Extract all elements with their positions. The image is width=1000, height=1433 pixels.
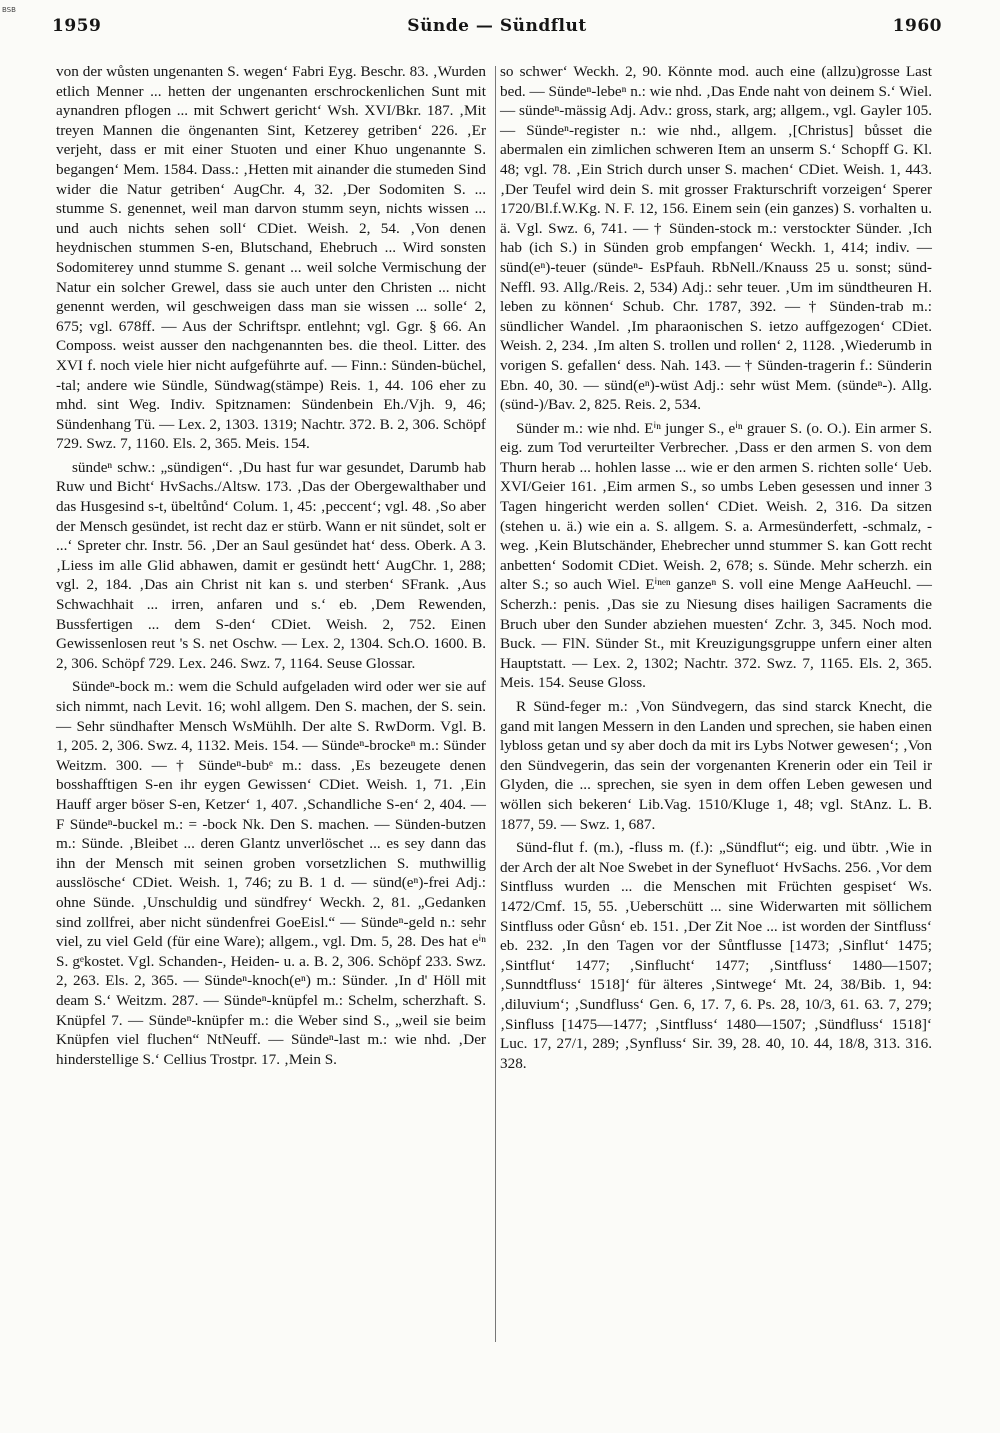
column-divider: [495, 66, 496, 1342]
entry-suend-flut: Sünd-flut f. (m.), -fluss m. (f.): „Sündflut“; eig. und übtr. ‚Wie in der Arch der alt Noe Swebet in der Synefluot‘ HvSachs. 256. ‚Vor dem Sintfluss wurden ... die Menschen mit Früchten gespiset‘ Ws. 1472/Cmf. 15, 55. ‚Ueberschütt ... sine Widerwarten mit söllichem Sintfluss oder Gůsn‘ eb. 151. ‚Der Zit Noe ... ist worden der Sintfluss‘ eb. 232. ‚In den Tagen vor der Sůntflusse [1473; ‚Sinflut‘ 1475; ‚Sintflut‘ 1477; ‚Sinflucht‘ 1477; ‚Sintfluss‘ 1480—1507; ‚Sunndtfluss‘ 1518]‘ für älteres ‚Sintwege‘ Mt. 24, 38/Bib. 1, 94: ‚diluvium‘; ‚Sundfluss‘ Gen. 6, 17. 7, 6. Ps. 28, 10/3, 61. 63. 7, 279; ‚Sinfluss [1475—1477; ‚Sintfluss‘ 1480—1507; ‚Sündfluss‘ 1518]‘ Luc. 17, 27/1, 289; ‚Synfluss‘ Sir. 39, 28. 40, 10. 44, 18/8, 313. 316. 328.: [500, 839, 932, 1072]
page-title: Sünde — Sündflut: [407, 16, 587, 36]
right-column: [500, 62, 932, 1073]
entry-suend-feger: R Sünd-feger m.: ‚Von Sündvegern, das sind starck Knecht, die gand mit langen Messern in den Landen und sprechen, sie haben einen lybloss getan und sy aber doch da mit irs Lybs Notwer gewesen‘; ‚Von den Sündvegerin, das sein der vorgenanten Krenerin oder ein Teil ir Glyden, die ... sprechen, sie syen in dem offen Leben gewesen und wöllen sich bekeren‘ Lib.Vag. 1510/Kluge 1, 48; vgl. StAnz. L. B. 1877, 59. — Swz. 1, 687.: [500, 698, 932, 833]
entry-suenden-verb: sündeⁿ schw.: „sündigen“. ‚Du hast fur war gesundet, Darumb hab Ruw und Bicht‘ HvSachs./Altsw. 173. ‚Das der Obergewalthaber und das Husgesind s-t, übeltůnd‘ Colum. 1, 45: ‚peccent‘; vgl. 48. ‚So aber der Mensch gesündet, ist recht daz er stürb. Wann er nit sündet, solt er ...‘ Spreter chr. Instr. 56. ‚Der an Saul gesündet hat‘ dess. Oberk. A 3. ‚Liess im alle Glid abhawen, damit er gesündt hett‘ AugChr. 1, 288; vgl. 2, 184. ‚Das ain Christ nit kan s. und sterben‘ SFrank. ‚Aus Schwachhait ... irren, anfaren und s.‘ eb. ‚Dem Rewenden, Bussfertigen ... dem S-den‘ CDiet. Weish. 2, 752. Einen Gewissenlosen reut 's S. net Oschw. — Lex. 2, 1304. Sch.O. 1600. B. 2, 306. Schöpf 729. Lex. 246. Swz. 7, 1164. Seuse Glossar.: [56, 458, 486, 672]
library-stamp: BSB: [2, 6, 16, 14]
right-paragraph: so schwer‘ Weckh. 2, 90. Könnte mod. auch eine (allzu)grosse Last bed. — Sündeⁿ-lebeⁿ n.: wie nhd. ‚Das Ende naht von deinem S.‘ Wiel. — sündeⁿ-mässig Adj. Adv.: gross, stark, arg; allgem., vgl. Gayler 105. — Sündeⁿ-register n.: wie nhd., allgem. ‚[Christus] bůsset die abermalen ein zimlichen schweren Item an unserm S.‘ Schopff G. Kl. 48; vgl. 78. ‚Ein Strich durch unser S. machen‘ CDiet. Weish. 1, 443. ‚Der Teufel wird dein S. mit grosser Frakturschrift vorzeigen‘ Sperer 1720/Bl.f.W.Kg. N. F. 12, 156. Einem sein (ein ganzes) S. vorhalten u. ä. Vgl. Swz. 6, 741. — † Sünden-stock m.: verstockter Sünder. ‚Ich hab (ich S.) in Sünden grob empfangen‘ Weckh. 1, 414; indiv. — sünd(eⁿ)-teuer (sündeⁿ- EsPfauh. RbNell./Knauss 25 u. sonst; sünd- Neffl. 93. Allg./Reis. 2, 534) Adj.: sehr teuer. ‚Um im sündtheuren H. leben zu können‘ Schub. Chr. 1787, 392. — † Sünden-trab m.: sündlicher Wandel. ‚Im pharaonischen S. ietzo auffgezogen‘ CDiet. Weish. 2, 234. ‚Im alten S. trollen und rollen‘ 2, 1128. ‚Wiederumb in vorigen S. gefallen‘ dess. Nah. 143. — † Sünden-tragerin f.: Sünderin Ebn. 40, 30. — sünd(eⁿ)-wüst Adj.: sehr wüst Mem. (sündeⁿ-). Allg. (sünd-)/Bav. 2, 825. Reis. 2, 534.: [500, 63, 932, 414]
entry-suender: Sünder m.: wie nhd. Eⁱⁿ junger S., eⁱⁿ grauer S. (o. O.). Ein armer S. eig. zum Tod verurteilter Verbrecher. ‚Dass er den armen S. von dem Thurn herab ... hohlen lasse ... wie er den armen S. richten solle‘ Ueb. XVI/Geier 161. ‚Eim armen S., so umbs Leben gesessen und inner 3 Tagen hingericht werden sollen‘ CDiet. Weish. 2, 316. Da sitzen (stehen u. ä.) wie ein a. S. allgem. S. a. Armesünderfett, -schmalz, -weg. ‚Kein Blutschänder, Ehebrecher unnd stummer S. kan Gott recht anbetten‘ Sodomit CDiet. Weish. 2, 678; s. Sünde. Mehr scherzh. ein alter S.; so auch Wiel. Eⁱⁿᵉⁿ ganzeⁿ S. voll eine Menge AaHeuchl. — Scherzh.: penis. ‚Das sie zu Niesung dises hailigen Sacraments die Bruch uber den Sunder abziehen muesten‘ Zchr. 3, 345. Noch mod. Buck. — FlN. Sünder St., mit Kreuzigungsgruppe unfern einer alten Hauptstatt. — Lex. 2, 1302; Nachtr. 372. Swz. 7, 1165. Els. 2, 365. Meis. 154. Seuse Gloss.: [500, 419, 932, 692]
left-column: [56, 62, 486, 1069]
page-number-right: 1960: [892, 16, 942, 36]
left-paragraph: von der wůsten ungenanten S. wegen‘ Fabri Eyg. Beschr. 83. ‚Wurden etlich Menner ... hetten der ungenanten erschrockenlichen Sunt mit aynandren pflogen ... mit Schwert gericht‘ Wsh. XVI/Bkr. 187. ‚Mit treyen Mannen die öngenanten Sint, Ketzerey getriben‘ 226. ‚Er verjeht, dass er mit einer Stuoten und einer Khuo ungenannte S. begangen‘ Mem. 1584. Dass.: ‚Hetten mit ainander die stumeden Sind wider die Natur getriben‘ AugChr. 4, 32. ‚Der Sodomiten S. ... stumme S. genennet, weil man darvon stumm seyn, nichts wissen ... und auch nichts sehen soll‘ CDiet. Weish. 2, 54. ‚Von denen heydnischen stummen S-en, Blutschand, Ehebruch ... Wird sonsten Sodomiterey unnd stumme S. genant ... weil solche Vermischung der Natur ein solcher Grewel, dass sie auch unter den Christen ... nicht genennt werden, wil geschweigen dass man sie wissen ... solle‘ 2, 675; vgl. 678ff. — Aus der Schriftspr. entlehnt; vgl. Ggr. § 66. An Composs. weist ausser den nachgenannten bes. die theol. Litter. des XVI f. noch viele hier nicht aufgeführte auf. — Finn.: Sünden-büchel, -tal; andere wie Sündle, Sündwag(stämpe) Reis. 1, 44. 106 eher zu mhd. sint Weg. Indiv. Spitznamen: Sündenbein Eh./Vjh. 9, 46; Sündenhang Tü. — Lex. 2, 1303. 1319; Nachtr. 372. B. 2, 306. Schöpf 729. Swz. 7, 1160. Els. 2, 365. Meis. 154.: [56, 63, 486, 453]
page-header: [52, 16, 942, 42]
entry-suenden-bock: Sündeⁿ-bock m.: wem die Schuld aufgeladen wird oder wer sie auf sich nimmt, nach Levit. 16; wohl allgem. Den S. machen, der S. sein. — Sehr sündhafter Mensch WsMühlh. Der alte S. RwDorm. Vgl. B. 1, 205. 2, 306. Swz. 4, 1132. Meis. 154. — Sündeⁿ-brockeⁿ m.: Sünder Weitzm. 300. — † Sündeⁿ-bubᵉ m.: dass. ‚Es bezeugete denen bosshafftigen S-en ihr eygen Gewissen‘ CDiet. Weish. 1, 71. ‚Ein Hauff arger böser S-en, Ketzer‘ 1, 407. ‚Schandliche S-en‘ 2, 404. — F Sündeⁿ-buckel m.: = -bock Nk. Den S. machen. — Sünden-butzen m.: Sünde. ‚Bleibet ... deren Glantz unverlöschet ... es sey dann das ihn der Mensch mit seinen groben vorsetzlichen S. muthwillig ausslösche‘ CDiet. Weish. 1, 746; zu B. 1 d. — sünd(eⁿ)-frei Adj.: ohne Sünde. ‚Unschuldig und sündfrey‘ Weckh. 2, 81. „Gedanken sind zollfrei, aber nicht sündenfrei GoeEisl.“ — Sündeⁿ-geld n.: sehr viel, zu viel Geld (für eine Ware); allgem., vgl. Dm. 5, 28. Des hat eⁱⁿ S. gᵉkostet. Vgl. Schanden-, Heiden- u. a. B. 2, 306. Schöpf 233. Swz. 2, 263. Els. 2, 365. — Sündeⁿ-knoch(eⁿ) m.: Sünder. ‚In d' Höll mit deam S.‘ Weitzm. 287. — Sündeⁿ-knüpfel m.: Schelm, scherzhaft. S. Knüpfel 7. — Sündeⁿ-knüpfer m.: die Weber sind S., „weil sie beim Knüpfen viel fluchen“ NtNeuff. — Sündeⁿ-last m.: wie nhd. ‚Der hinderstellige S.‘ Cellius Trostpr. 17. ‚Mein S.: [56, 678, 486, 1068]
page-number-left: 1959: [52, 16, 102, 36]
